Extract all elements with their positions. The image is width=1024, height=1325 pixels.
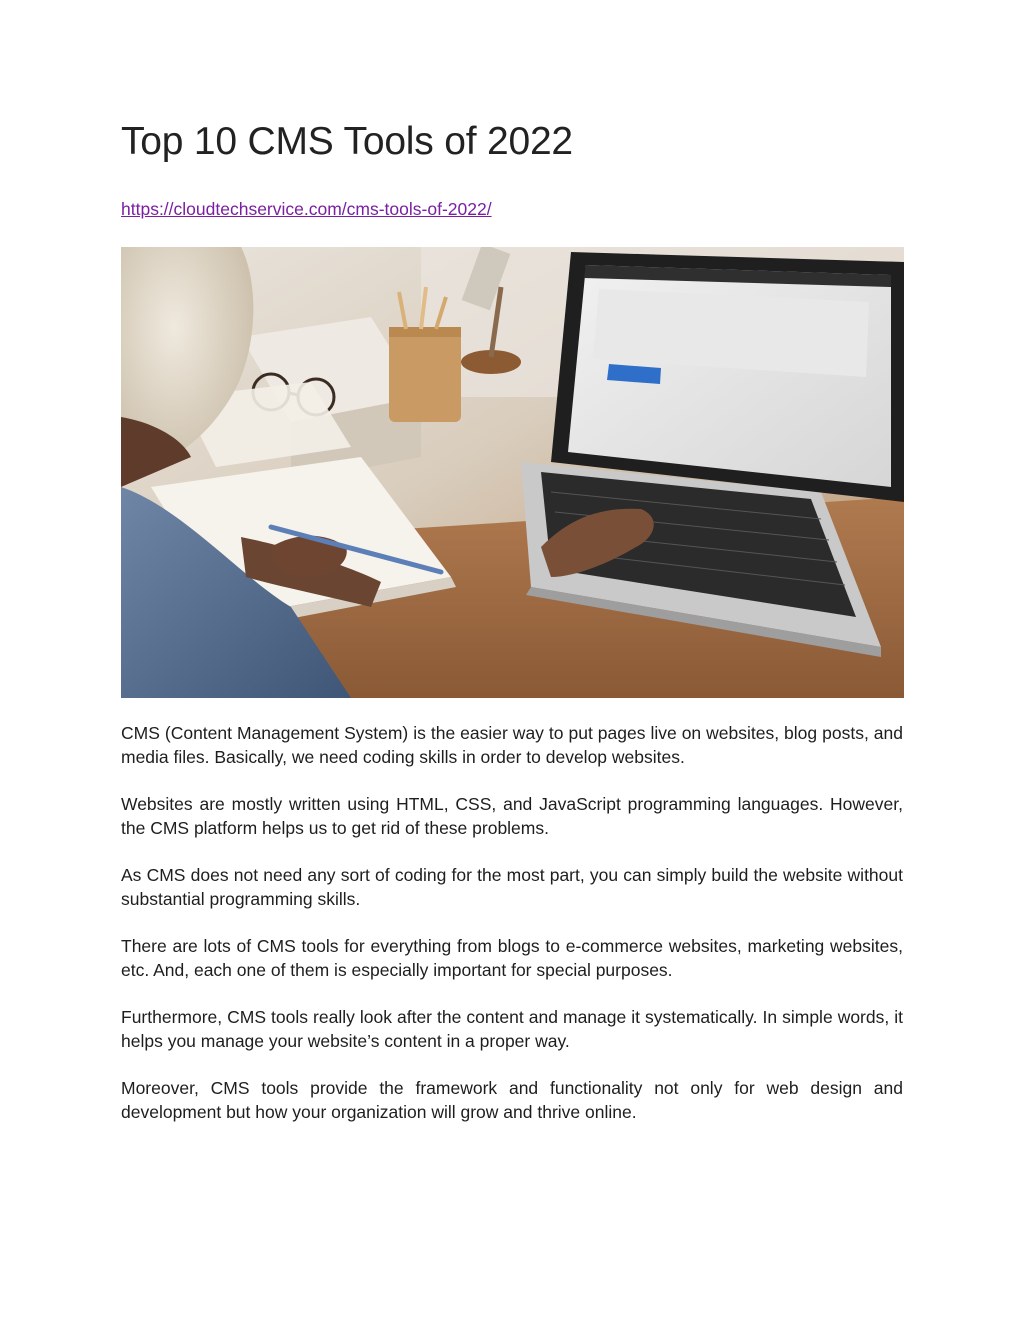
paragraph: Furthermore, CMS tools really look after the content and manage it systematically. In simple words, it helps you manage your website’s content in a proper way. xyxy=(121,1007,903,1051)
page-title: Top 10 CMS Tools of 2022 xyxy=(121,120,573,163)
paragraph: Moreover, CMS tools provide the framework and functionality not only for web design and development but how your organization will grow and thrive online. xyxy=(121,1078,903,1122)
article-body xyxy=(121,721,903,1147)
hero-image xyxy=(121,247,904,698)
paragraph: CMS (Content Management System) is the easier way to put pages live on websites, blog posts, and media files. Basically, we need coding skills in order to develop websites. xyxy=(121,723,903,767)
paragraph: Websites are mostly written using HTML, CSS, and JavaScript programming languages. However, the CMS platform helps us to get rid of these problems. xyxy=(121,794,903,838)
source-link[interactable]: https://cloudtechservice.com/cms-tools-of-2022/ xyxy=(121,199,492,219)
paragraph: There are lots of CMS tools for everything from blogs to e-commerce websites, marketing websites, etc. And, each one of them is especially important for special purposes. xyxy=(121,936,903,980)
paragraph: As CMS does not need any sort of coding for the most part, you can simply build the website without substantial programming skills. xyxy=(121,865,903,909)
